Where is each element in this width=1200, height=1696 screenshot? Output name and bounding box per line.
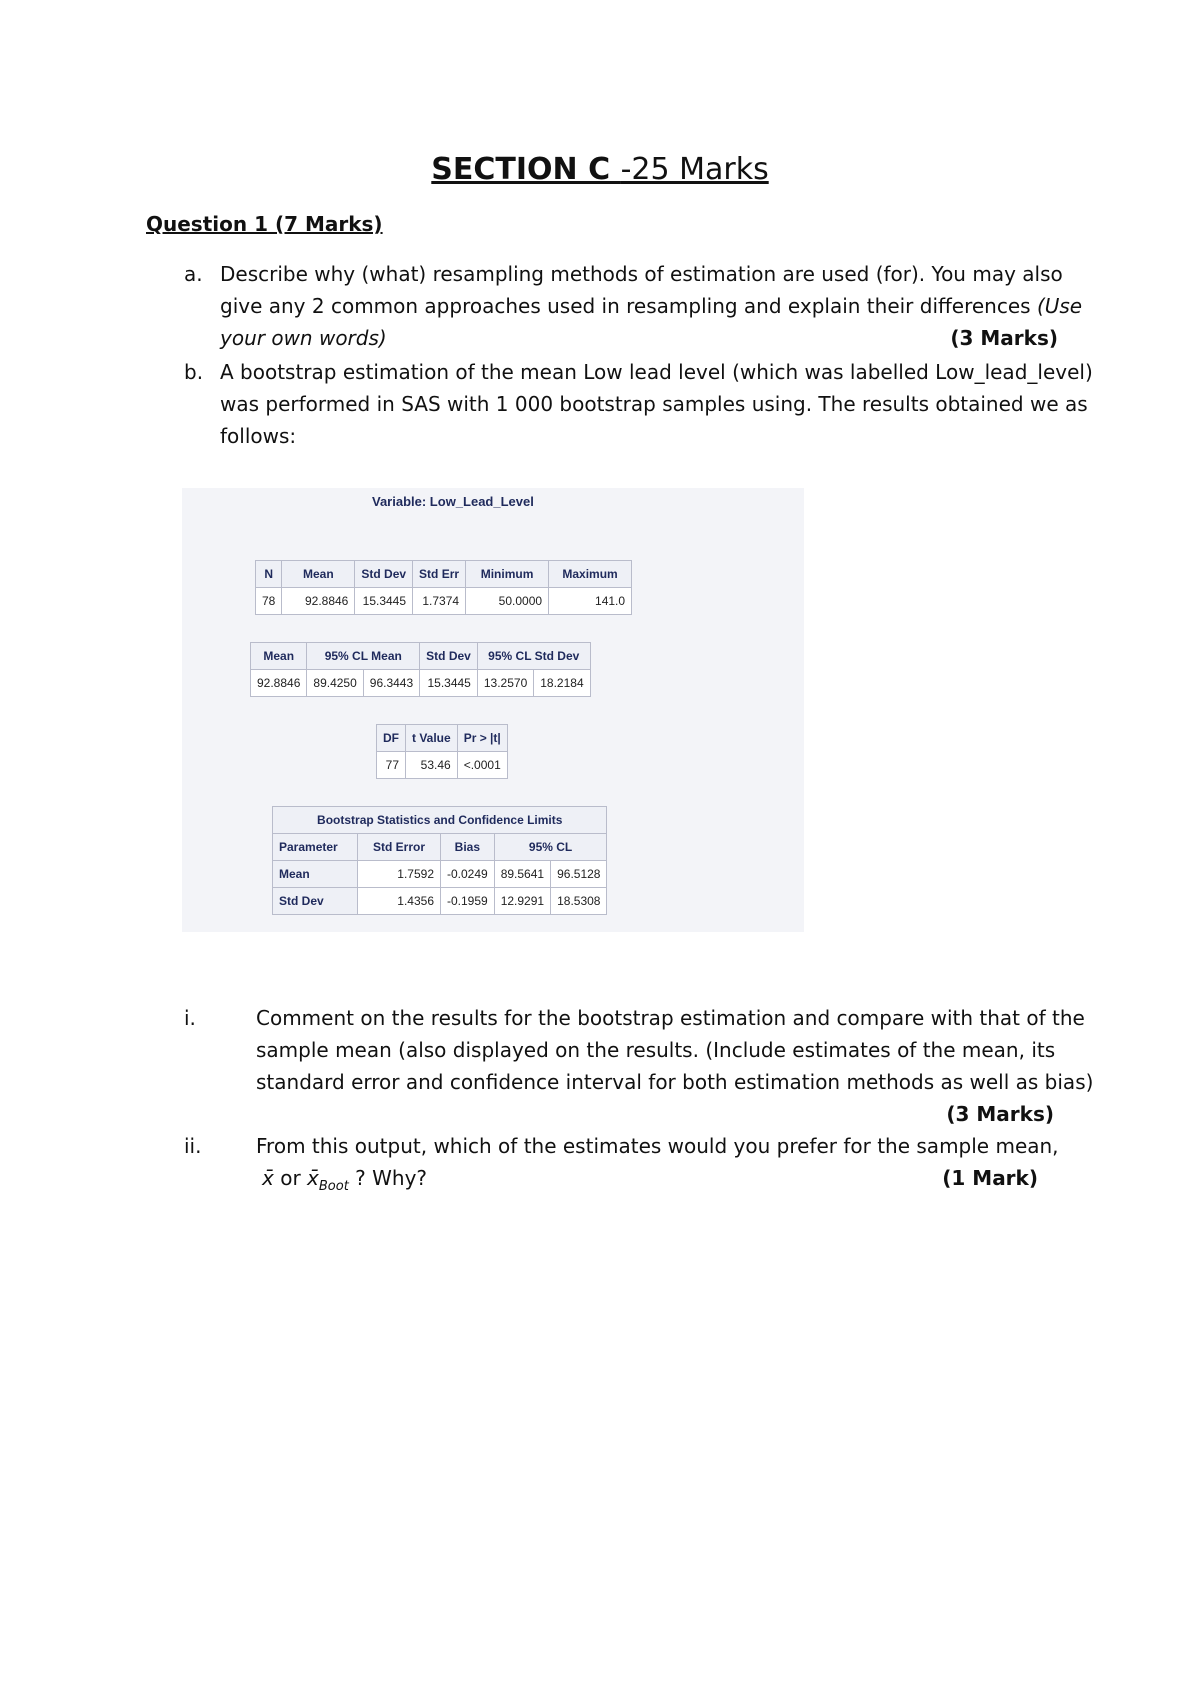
part-b-line2: was performed in SAS with 1 000 bootstrap samples using. The results obtained we as — [220, 392, 1088, 416]
ci-header: Std Dev — [420, 643, 478, 670]
ttest-header: t Value — [406, 725, 458, 752]
summary-cell: 141.0 — [549, 588, 632, 615]
boot-subscript: Boot — [318, 1179, 349, 1194]
part-i — [184, 1002, 1094, 1132]
part-ii-label: ii. — [184, 1134, 202, 1158]
part-b-line3: follows: — [220, 424, 297, 448]
section-title-marks: -25 Marks — [620, 152, 769, 187]
summary-header: Mean — [282, 561, 355, 588]
ttest-cell: 53.46 — [406, 752, 458, 779]
or-text: or — [280, 1166, 301, 1190]
sas-variable-title: Variable: Low_Lead_Level — [372, 494, 534, 509]
summary-cell: 78 — [256, 588, 282, 615]
part-a-line2-italic: (Use — [1036, 294, 1083, 318]
ci-header: 95% CL Std Dev — [477, 643, 590, 670]
bootstrap-cell: 96.5128 — [551, 861, 607, 888]
part-i-line2: sample mean (also displayed on the results. (Include estimates of the mean, its — [256, 1038, 1056, 1062]
bootstrap-cell: 18.5308 — [551, 888, 607, 915]
ci-cell: 13.2570 — [477, 670, 533, 697]
ci-header: Mean — [251, 643, 307, 670]
bootstrap-cell: 1.7592 — [358, 861, 441, 888]
ci-cell: 15.3445 — [420, 670, 478, 697]
summary-cell: 50.0000 — [466, 588, 549, 615]
ci-cell: 18.2184 — [534, 670, 590, 697]
xboot-symbol: x̄ — [307, 1166, 319, 1190]
ttest-header: DF — [377, 725, 406, 752]
part-b-label: b. — [184, 360, 204, 384]
part-ii-line1: From this output, which of the estimates would you prefer for the sample mean, — [256, 1134, 1059, 1158]
summary-header: N — [256, 561, 282, 588]
bootstrap-cell: 12.9291 — [494, 888, 550, 915]
bootstrap-cell: -0.0249 — [441, 861, 495, 888]
bootstrap-header: 95% CL — [494, 834, 607, 861]
part-a-line2: give any 2 common approaches used in resampling and explain their differences — [220, 294, 1031, 318]
summary-header: Std Dev — [355, 561, 413, 588]
part-ii-marks: (1 Mark) — [942, 1166, 1038, 1190]
xbar-symbol: x̄ — [262, 1166, 274, 1190]
bootstrap-cell: -0.1959 — [441, 888, 495, 915]
section-title-bold: SECTION C — [431, 152, 621, 187]
sas-summary-table — [255, 560, 632, 615]
part-i-line1: Comment on the results for the bootstrap estimation and compare with that of the — [256, 1006, 1085, 1030]
part-a-marks: (3 Marks) — [950, 326, 1058, 350]
ci-cell: 89.4250 — [307, 670, 363, 697]
sas-ci-table — [250, 642, 591, 697]
sas-output-image — [182, 488, 804, 932]
bootstrap-caption: Bootstrap Statistics and Confidence Limits — [273, 807, 607, 834]
part-a — [184, 258, 1083, 358]
ttest-cell: 77 — [377, 752, 406, 779]
bootstrap-header: Std Error — [358, 834, 441, 861]
part-ii — [184, 1130, 1064, 1200]
part-b-line1: A bootstrap estimation of the mean Low lead level (which was labelled Low_lead_level) — [220, 360, 1093, 384]
summary-cell: 15.3445 — [355, 588, 413, 615]
part-i-marks: (3 Marks) — [946, 1102, 1054, 1126]
ttest-header: Pr > |t| — [457, 725, 507, 752]
bootstrap-cell: 1.4356 — [358, 888, 441, 915]
part-i-line3: standard error and confidence interval for both estimation methods as well as bias) — [256, 1070, 1094, 1094]
bootstrap-row-header: Std Dev — [273, 888, 358, 915]
part-a-line3-italic: your own words) — [220, 326, 387, 350]
ci-cell: 96.3443 — [363, 670, 419, 697]
sas-bootstrap-table — [272, 806, 607, 915]
summary-header: Minimum — [466, 561, 549, 588]
sas-ttest-table — [376, 724, 508, 779]
bootstrap-header: Bias — [441, 834, 495, 861]
part-i-label: i. — [184, 1006, 196, 1030]
section-title — [0, 150, 1200, 190]
summary-header: Maximum — [549, 561, 632, 588]
part-a-line1: Describe why (what) resampling methods of estimation are used (for). You may also — [220, 262, 1063, 286]
question-title: Question 1 (7 Marks) — [146, 212, 383, 236]
summary-cell: 92.8846 — [282, 588, 355, 615]
bootstrap-cell: 89.5641 — [494, 861, 550, 888]
ci-cell: 92.8846 — [251, 670, 307, 697]
ci-header: 95% CL Mean — [307, 643, 420, 670]
ttest-cell: <.0001 — [457, 752, 507, 779]
part-b — [184, 356, 1093, 456]
bootstrap-header: Parameter — [273, 834, 358, 861]
summary-cell: 1.7374 — [413, 588, 466, 615]
why-text: ? Why? — [355, 1166, 428, 1190]
bootstrap-row-header: Mean — [273, 861, 358, 888]
summary-header: Std Err — [413, 561, 466, 588]
part-a-label: a. — [184, 262, 203, 286]
